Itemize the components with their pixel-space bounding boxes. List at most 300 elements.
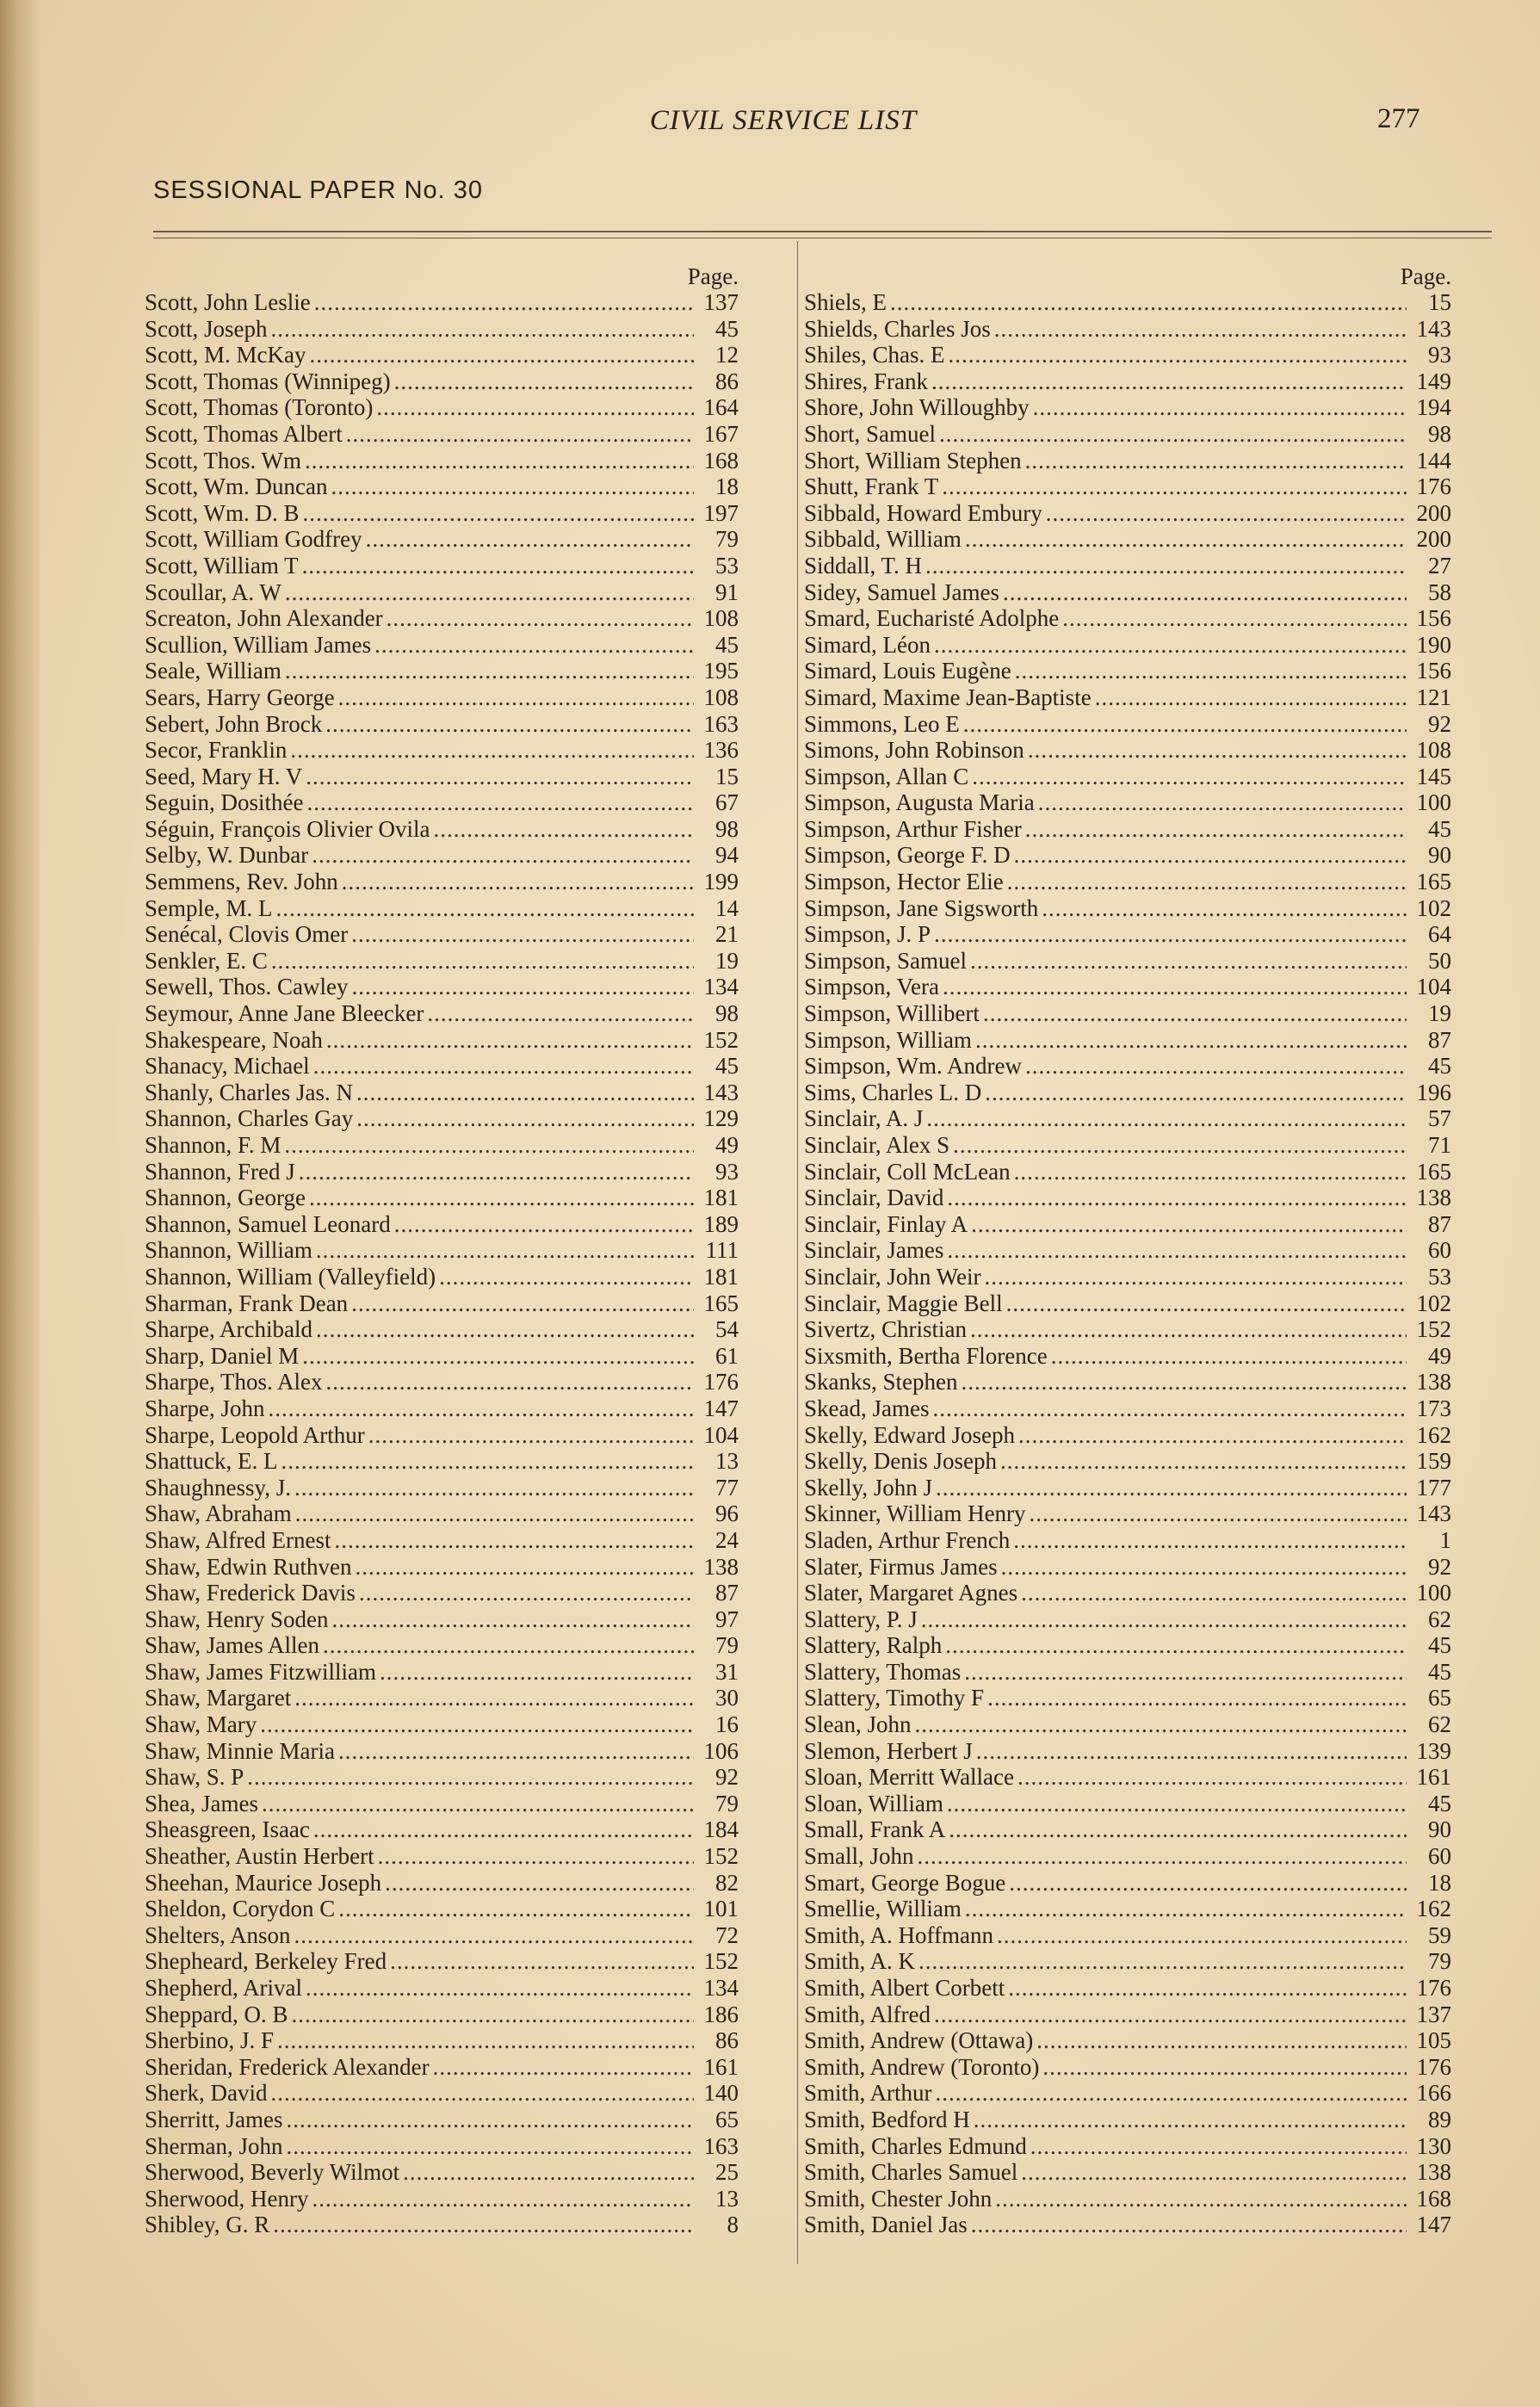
index-entry (145, 1316, 739, 1343)
entry-page: 196 (1416, 1079, 1451, 1105)
entry-page: 147 (1416, 2212, 1451, 2238)
entry-page: 53 (1428, 1263, 1451, 1290)
entry-name: Short, William Stephen (804, 447, 1022, 473)
index-entry (804, 1527, 1451, 1554)
leader-dots (890, 289, 1407, 316)
entry-page: 147 (703, 1395, 739, 1421)
entry-page: 45 (1428, 1632, 1451, 1659)
entry-page: 45 (715, 1053, 739, 1080)
entry-page: 89 (1428, 2106, 1451, 2132)
entry-page: 15 (1428, 289, 1451, 315)
index-entry (145, 1132, 739, 1159)
leader-dots (953, 1132, 1407, 1159)
leader-dots (1014, 1159, 1407, 1185)
entry-page: 184 (703, 1816, 739, 1843)
entry-name: Sharpe, Archibald (145, 1316, 312, 1343)
index-entry (804, 1816, 1451, 1843)
leader-dots (356, 1080, 694, 1106)
index-entry (145, 1000, 739, 1027)
entry-page: 87 (1428, 1210, 1451, 1237)
leader-dots (1028, 737, 1407, 764)
entry-page: 111 (705, 1237, 739, 1264)
entry-name: Sherritt, James (145, 2106, 283, 2132)
index-entry (804, 816, 1451, 843)
index-entry (804, 394, 1451, 421)
leader-dots (385, 1870, 694, 1897)
entry-name: Shaw, Edwin Ruthven (145, 1553, 352, 1580)
entry-name: Smith, Arthur (804, 2080, 932, 2107)
leader-dots (331, 473, 694, 500)
entry-name: Shepheard, Berkeley Fred (145, 1948, 387, 1975)
leader-dots (368, 1422, 694, 1449)
entry-name: Scott, Thomas Albert (145, 420, 343, 447)
index-entry (145, 1896, 739, 1922)
entry-page: 138 (1416, 2159, 1451, 2186)
entry-name: Shaw, Margaret (145, 1685, 292, 1711)
index-entry (145, 1870, 739, 1897)
leader-dots (394, 368, 694, 395)
leader-dots (1025, 816, 1407, 843)
entry-name: Scott, Thomas (Toronto) (145, 394, 374, 421)
entry-page: 90 (1428, 1816, 1451, 1843)
entry-page: 181 (703, 1185, 739, 1211)
entry-name: Semmens, Rev. John (145, 869, 338, 895)
index-entry (804, 2002, 1451, 2028)
leader-dots (325, 1369, 694, 1395)
leader-dots (934, 632, 1407, 659)
entry-name: Simons, John Robinson (804, 737, 1024, 764)
leader-dots (962, 1369, 1407, 1395)
index-entry (804, 579, 1451, 606)
entry-name: Simmons, Leo E (804, 710, 960, 737)
index-entry (145, 605, 739, 632)
index-entry (804, 2107, 1451, 2133)
entry-page: 45 (1428, 1053, 1451, 1080)
entry-page: 19 (715, 947, 739, 974)
index-entry (145, 684, 739, 711)
entry-page: 176 (1416, 1975, 1451, 2001)
leader-dots (963, 711, 1407, 738)
entry-page: 164 (703, 394, 739, 421)
entry-page: 176 (1416, 2053, 1451, 2080)
index-entry (145, 1606, 739, 1633)
entry-page: 190 (1416, 631, 1451, 658)
entry-page: 181 (703, 1263, 739, 1290)
index-entry (145, 526, 739, 553)
leader-dots (323, 1632, 694, 1659)
entry-page: 92 (1428, 1553, 1451, 1580)
leader-dots (271, 948, 694, 975)
entry-page: 194 (1416, 394, 1451, 421)
entry-name: Shaw, James Allen (145, 1632, 319, 1659)
index-entry (145, 394, 739, 421)
leader-dots (1007, 869, 1407, 895)
entry-name: Smith, Daniel Jas (804, 2212, 968, 2238)
entry-page: 49 (715, 1132, 739, 1158)
index-entry (804, 1791, 1451, 1817)
index-entry (145, 1264, 739, 1290)
index-entry (804, 289, 1451, 316)
entry-name: Scott, Wm. D. B (145, 499, 300, 526)
entry-name: Smith, Charles Edmund (804, 2132, 1027, 2159)
entry-name: Sharpe, Thos. Alex (145, 1369, 323, 1395)
entry-name: Sherk, David (145, 2080, 268, 2107)
leader-dots (342, 869, 694, 895)
entry-page: 152 (703, 1948, 739, 1975)
index-entry (804, 1501, 1451, 1527)
entry-name: Smith, Chester John (804, 2185, 993, 2212)
leader-dots (1018, 1422, 1407, 1449)
leader-dots (1009, 1870, 1407, 1897)
index-entry (145, 316, 739, 343)
entry-name: Simard, Maxime Jean-Baptiste (804, 684, 1092, 710)
index-entry (145, 553, 739, 579)
leader-dots (945, 1632, 1407, 1659)
entry-name: Sears, Harry George (145, 684, 335, 710)
entry-name: Shiels, E (804, 289, 888, 315)
entry-page: 65 (1428, 1685, 1451, 1711)
entry-page: 67 (715, 789, 739, 816)
leader-dots (1021, 2159, 1407, 2186)
index-entry (145, 1185, 739, 1211)
leader-dots (915, 1711, 1407, 1738)
right-page-header: Page. (1400, 263, 1451, 289)
entry-name: Scott, Thos. Wm (145, 447, 302, 473)
entry-name: Shaw, Henry Soden (145, 1606, 329, 1632)
entry-page: 149 (1416, 368, 1451, 394)
entry-page: 108 (703, 684, 739, 710)
entry-name: Slattery, Timothy F (804, 1685, 985, 1711)
leader-dots (247, 1764, 694, 1791)
entry-page: 101 (703, 1896, 739, 1922)
index-entry (145, 1237, 739, 1264)
index-entry (145, 1080, 739, 1106)
entry-name: Séguin, François Olivier Ovila (145, 815, 430, 842)
entry-name: Slemon, Herbert J (804, 1737, 973, 1764)
entry-name: Secor, Franklin (145, 737, 288, 764)
index-entry (145, 421, 739, 448)
entry-name: Sloan, Merritt Wallace (804, 1764, 1015, 1791)
entry-page: 45 (1428, 815, 1451, 842)
entry-name: Sherbino, J. F (145, 2027, 275, 2054)
leader-dots (387, 605, 694, 632)
entry-name: Scott, John Leslie (145, 289, 311, 315)
leader-dots (1042, 895, 1407, 922)
entry-name: Smith, Andrew (Ottawa) (804, 2027, 1034, 2054)
leader-dots (1021, 1580, 1407, 1606)
entry-name: Simpson, Samuel (804, 947, 968, 974)
entry-name: Shakespeare, Noah (145, 1026, 323, 1053)
entry-page: 98 (1428, 420, 1451, 447)
leader-dots (378, 1843, 694, 1870)
entry-name: Shaw, Mary (145, 1711, 257, 1738)
index-entry (145, 368, 739, 395)
entry-name: Sharpe, Leopold Arthur (145, 1421, 365, 1448)
entry-name: Shires, Frank (804, 368, 928, 394)
index-entry (145, 473, 739, 500)
entry-page: 79 (715, 1632, 739, 1659)
entry-name: Seguin, Dosithée (145, 789, 304, 816)
index-entry (145, 2002, 739, 2028)
entry-page: 173 (1416, 1395, 1451, 1421)
index-entry (145, 1211, 739, 1238)
book-spine-shadow (0, 0, 40, 2407)
index-entry (145, 342, 739, 368)
entry-page: 8 (727, 2212, 739, 2238)
entry-page: 91 (715, 579, 739, 605)
index-entry (804, 1132, 1451, 1159)
entry-page: 18 (715, 473, 739, 500)
entry-name: Sewell, Thos. Cawley (145, 974, 349, 1000)
entry-page: 176 (703, 1369, 739, 1395)
entry-name: Sidey, Samuel James (804, 579, 999, 605)
running-title: CIVIL SERVICE LIST (649, 105, 918, 136)
index-entry (804, 1685, 1451, 1711)
index-entry (145, 1659, 739, 1686)
entry-name: Slater, Firmus James (804, 1553, 998, 1580)
entry-page: 15 (715, 763, 739, 789)
index-entry (804, 1237, 1451, 1264)
leader-dots (374, 632, 694, 659)
leader-dots (439, 1264, 694, 1290)
index-entry (804, 869, 1451, 895)
entry-page: 106 (703, 1737, 739, 1764)
entry-page: 199 (703, 869, 739, 895)
entry-page: 61 (715, 1342, 739, 1369)
index-entry (804, 1343, 1451, 1370)
entry-name: Slater, Margaret Agnes (804, 1580, 1018, 1606)
leader-dots (931, 368, 1407, 395)
entry-page: 77 (715, 1474, 739, 1501)
entry-page: 60 (1428, 1237, 1451, 1264)
entry-name: Simard, Louis Eugène (804, 658, 1011, 684)
index-entry (804, 2159, 1451, 2186)
entry-page: 86 (715, 2027, 739, 2054)
index-entry (804, 1211, 1451, 1238)
index-entry (804, 737, 1451, 764)
entry-name: Simpson, Arthur Fisher (804, 815, 1022, 842)
index-entry (804, 1080, 1451, 1106)
index-entry (145, 1711, 739, 1738)
entry-page: 98 (715, 1000, 739, 1027)
entry-page: 21 (715, 921, 739, 948)
entry-name: Smellie, William (804, 1896, 962, 1922)
entry-page: 45 (715, 315, 739, 342)
index-entry (145, 711, 739, 738)
leader-dots (949, 342, 1407, 368)
entry-name: Skinner, William Henry (804, 1501, 1026, 1527)
index-entry (145, 1501, 739, 1527)
leader-dots (356, 1105, 694, 1132)
index-entry (804, 684, 1451, 711)
entry-name: Skelly, John J (804, 1474, 933, 1501)
entry-page: 161 (703, 2053, 739, 2080)
entry-name: Simpson, J. P (804, 921, 931, 948)
entry-name: Simpson, Hector Elie (804, 869, 1004, 895)
entry-page: 100 (1416, 1580, 1451, 1606)
entry-page: 50 (1428, 947, 1451, 974)
entry-name: Shutt, Frank T (804, 473, 939, 500)
entry-page: 108 (1416, 737, 1451, 764)
entry-page: 134 (703, 1975, 739, 2001)
entry-name: Shannon, F. M (145, 1132, 281, 1158)
entry-page: 13 (715, 1448, 739, 1475)
leader-dots (972, 764, 1407, 790)
index-entry (145, 842, 739, 869)
entry-name: Simpson, William (804, 1026, 972, 1053)
entry-name: Shanly, Charles Jas. N (145, 1079, 353, 1105)
leader-dots (942, 473, 1407, 500)
leader-dots (975, 1027, 1407, 1054)
index-entry (804, 974, 1451, 1000)
entry-name: Shaughnessy, J. (145, 1474, 292, 1501)
entry-page: 200 (1416, 526, 1451, 553)
entry-name: Shanacy, Michael (145, 1053, 310, 1080)
entry-page: 163 (703, 710, 739, 737)
index-entry (804, 316, 1451, 343)
leader-dots (268, 1395, 694, 1422)
index-entry (145, 2054, 739, 2081)
entry-page: 137 (1416, 2001, 1451, 2027)
index-entry (145, 1422, 739, 1449)
leader-dots (939, 421, 1407, 448)
leader-dots (276, 895, 695, 922)
entry-name: Slattery, Ralph (804, 1632, 943, 1659)
index-entry (804, 895, 1451, 922)
index-entry (145, 2212, 739, 2238)
entry-page: 64 (1428, 921, 1451, 948)
entry-name: Sinclair, James (804, 1237, 944, 1264)
index-entry (145, 1105, 739, 1132)
entry-page: 59 (1428, 1921, 1451, 1948)
leader-dots (262, 1791, 694, 1817)
entry-name: Simpson, Wm. Andrew (804, 1053, 1023, 1080)
leader-dots (294, 1922, 694, 1949)
leader-dots (936, 2080, 1407, 2107)
leader-dots (995, 2186, 1407, 2212)
leader-dots (427, 1000, 694, 1027)
leader-dots (1017, 1764, 1407, 1791)
entry-name: Senécal, Clovis Omer (145, 921, 349, 948)
leader-dots (306, 789, 694, 816)
entry-page: 162 (1416, 1421, 1451, 1448)
index-entry (145, 869, 739, 895)
entry-name: Shannon, Samuel Leonard (145, 1210, 391, 1237)
entry-page: 94 (715, 842, 739, 869)
leader-dots (326, 1027, 694, 1054)
entry-page: 82 (715, 1869, 739, 1896)
entry-name: Sixsmith, Bertha Florence (804, 1342, 1048, 1369)
leader-dots (1003, 579, 1407, 606)
entry-name: Shaw, Frederick Davis (145, 1580, 356, 1606)
index-entry (145, 1975, 739, 2002)
entry-name: Shannon, Charles Gay (145, 1105, 354, 1132)
index-entry (804, 1606, 1451, 1633)
page-number: 277 (1377, 103, 1420, 134)
leader-dots (277, 2027, 694, 2054)
entry-name: Smith, A. K (804, 1948, 916, 1975)
entry-name: Sinclair, David (804, 1185, 944, 1211)
leader-dots (943, 974, 1407, 1000)
entry-name: Sinclair, Maggie Bell (804, 1290, 1003, 1316)
entry-name: Shaw, James Fitzwilliam (145, 1658, 376, 1685)
entry-page: 104 (703, 1421, 739, 1448)
index-entry (804, 500, 1451, 527)
entry-page: 62 (1428, 1606, 1451, 1632)
index-entry (804, 1000, 1451, 1027)
entry-page: 14 (715, 894, 739, 921)
index-entry (804, 1159, 1451, 1185)
leader-dots (302, 1343, 694, 1370)
entry-page: 71 (1428, 1132, 1451, 1158)
index-entry (145, 1527, 739, 1554)
index-entry (145, 737, 739, 764)
entry-page: 19 (1428, 1000, 1451, 1027)
index-entry (804, 1870, 1451, 1897)
leader-dots (970, 1316, 1407, 1343)
entry-name: Shaw, Minnie Maria (145, 1737, 335, 1764)
index-entry (804, 1632, 1451, 1659)
entry-page: 152 (1416, 1316, 1451, 1343)
leader-dots (295, 1501, 694, 1527)
index-entry (804, 1290, 1451, 1317)
leader-dots (1046, 500, 1407, 527)
entry-name: Smart, George Bogue (804, 1869, 1006, 1896)
index-entry (804, 1105, 1451, 1132)
entry-page: 79 (715, 526, 739, 553)
index-entry (804, 368, 1451, 395)
entry-name: Sibbald, Howard Embury (804, 499, 1042, 526)
leader-dots (260, 1711, 694, 1738)
leader-dots (273, 2212, 694, 2238)
entry-name: Shannon, William (145, 1237, 312, 1264)
entry-page: 12 (715, 342, 739, 368)
leader-dots (1062, 605, 1407, 632)
index-entry (145, 816, 739, 843)
leader-dots (334, 1527, 694, 1554)
leader-dots (312, 842, 694, 869)
leader-dots (351, 921, 694, 948)
entry-page: 57 (1428, 1105, 1451, 1132)
entry-name: Semple, M. L (145, 894, 273, 921)
entry-name: Scott, Joseph (145, 315, 268, 342)
leader-dots (1013, 1527, 1407, 1554)
entry-page: 102 (1416, 894, 1451, 921)
entry-page: 18 (1428, 1869, 1451, 1896)
entry-name: Shepherd, Arival (145, 1975, 302, 2001)
entry-name: Scott, Wm. Duncan (145, 473, 328, 500)
index-entry (145, 1948, 739, 1975)
entry-name: Simpson, Willibert (804, 1000, 980, 1027)
index-entry (145, 579, 739, 606)
leader-dots (271, 316, 694, 343)
entry-page: 60 (1428, 1843, 1451, 1870)
index-entry (804, 1764, 1451, 1791)
entry-name: Seed, Mary H. V (145, 763, 303, 789)
index-entry (804, 1738, 1451, 1765)
entry-page: 98 (715, 815, 739, 842)
index-entry (145, 1922, 739, 1949)
leader-dots (338, 1896, 694, 1922)
entry-name: Shields, Charles Jos (804, 315, 991, 342)
index-entry (145, 289, 739, 316)
leader-dots (947, 1185, 1407, 1211)
entry-page: 167 (703, 420, 739, 447)
index-entry (145, 658, 739, 684)
leader-dots (309, 342, 694, 368)
entry-page: 72 (715, 1921, 739, 1948)
entry-name: Scott, William T (145, 552, 299, 579)
